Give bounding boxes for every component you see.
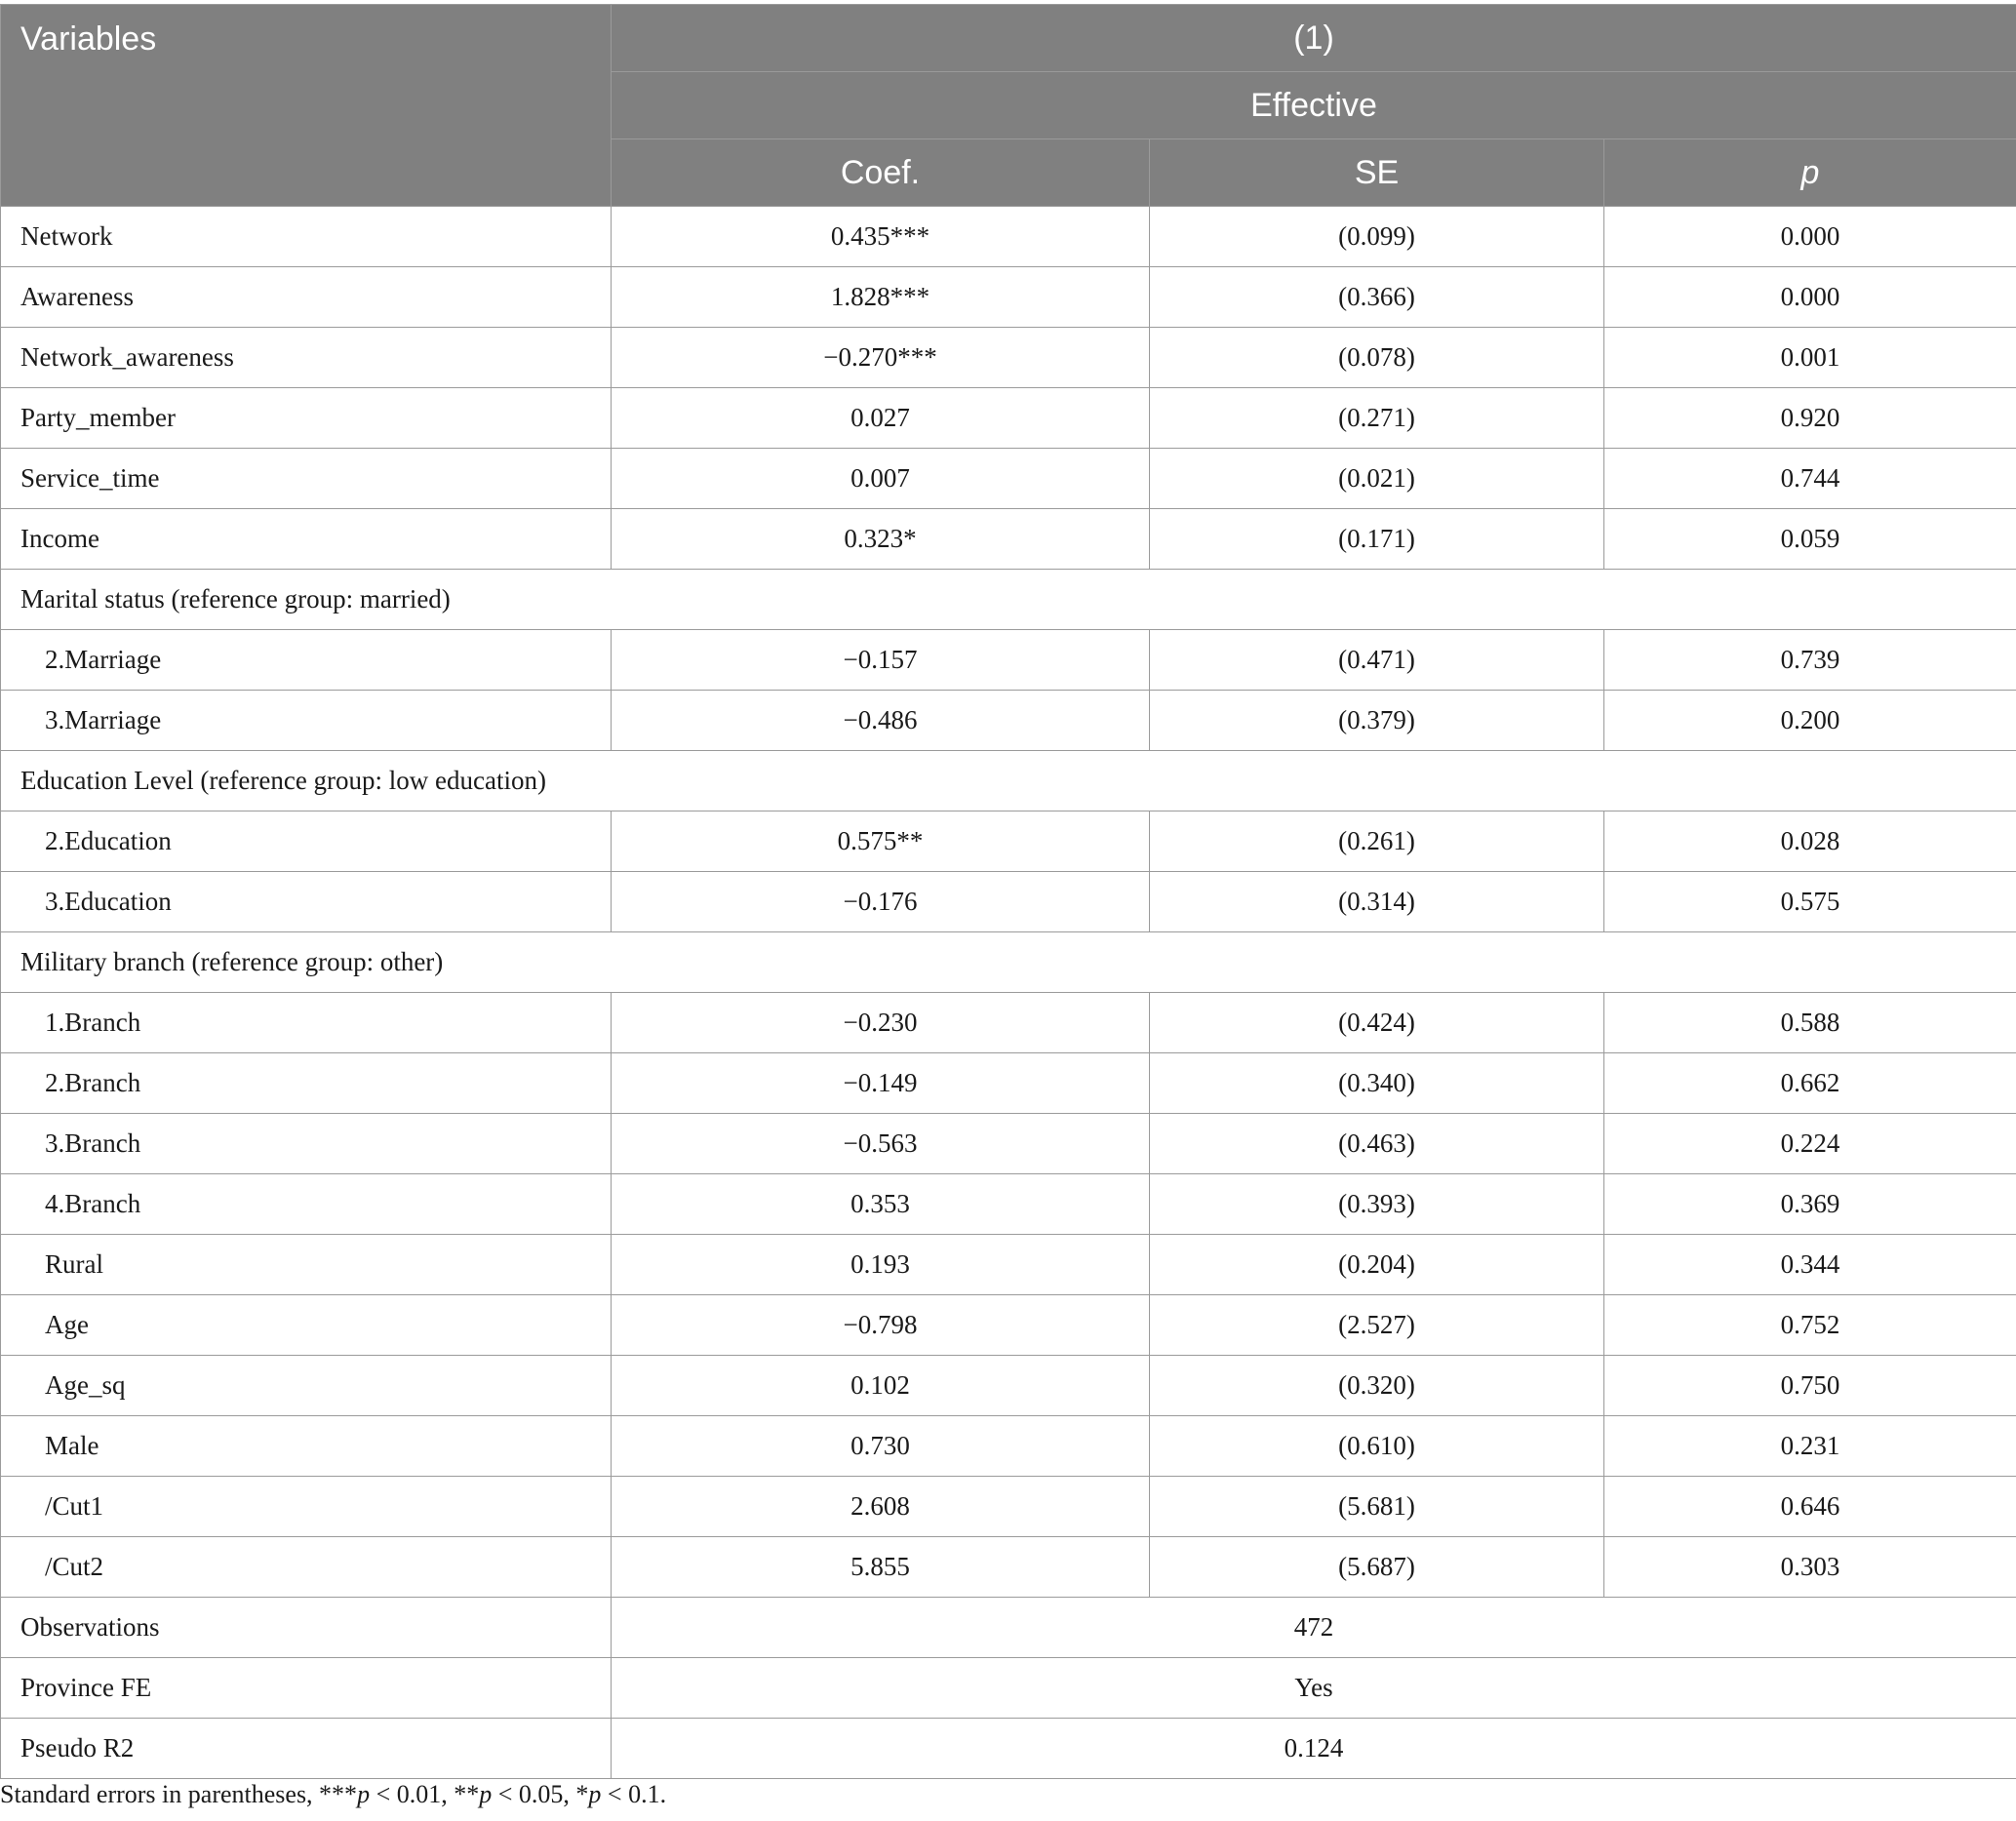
- se-cell: (0.204): [1150, 1235, 1604, 1295]
- table-row: [1, 1356, 2016, 1416]
- table-row: [1, 388, 2016, 449]
- se-cell: (5.681): [1150, 1477, 1604, 1537]
- coef-cell: 0.435***: [612, 207, 1150, 267]
- summary-row: [1, 1658, 2016, 1719]
- table-row: [1, 1295, 2016, 1356]
- table-row: [1, 449, 2016, 509]
- p-value-cell: 0.588: [1604, 993, 2016, 1053]
- table-row: [1, 509, 2016, 570]
- p-value-cell: 0.000: [1604, 207, 2016, 267]
- table-row: [1, 1235, 2016, 1295]
- coef-cell: −0.176: [612, 872, 1150, 932]
- section-row: [1, 751, 2016, 812]
- se-cell: (0.171): [1150, 509, 1604, 570]
- table-row: [1, 207, 2016, 267]
- table-row: [1, 691, 2016, 751]
- header-variables: Variables: [1, 5, 612, 207]
- coef-cell: 0.730: [612, 1416, 1150, 1477]
- footnote-p-symbol: p: [479, 1780, 493, 1808]
- p-value-cell: 0.200: [1604, 691, 2016, 751]
- p-value-cell: 0.303: [1604, 1537, 2016, 1598]
- se-cell: (0.271): [1150, 388, 1604, 449]
- se-cell: (0.366): [1150, 267, 1604, 328]
- p-value-cell: 0.752: [1604, 1295, 2016, 1356]
- table-row: [1, 267, 2016, 328]
- se-cell: (0.424): [1150, 993, 1604, 1053]
- coef-cell: −0.270***: [612, 328, 1150, 388]
- p-value-cell: 0.662: [1604, 1053, 2016, 1114]
- row-label: 1.Branch: [1, 993, 612, 1053]
- header-p: p: [1604, 139, 2016, 207]
- footnote-threshold-3: < 0.1.: [601, 1780, 667, 1808]
- se-cell: (0.340): [1150, 1053, 1604, 1114]
- p-value-cell: 0.369: [1604, 1174, 2016, 1235]
- footnote-p-symbol: p: [357, 1780, 371, 1808]
- se-cell: (0.379): [1150, 691, 1604, 751]
- table-row: [1, 328, 2016, 388]
- se-cell: (0.099): [1150, 207, 1604, 267]
- coef-cell: 0.027: [612, 388, 1150, 449]
- coef-cell: 2.608: [612, 1477, 1150, 1537]
- table-row: [1, 1053, 2016, 1114]
- se-cell: (0.078): [1150, 328, 1604, 388]
- p-value-cell: 0.646: [1604, 1477, 2016, 1537]
- table-row: [1, 1114, 2016, 1174]
- coef-cell: 1.828***: [612, 267, 1150, 328]
- row-label: Male: [1, 1416, 612, 1477]
- section-label: Military branch (reference group: other): [1, 932, 2016, 993]
- se-cell: (0.320): [1150, 1356, 1604, 1416]
- coef-cell: 0.575**: [612, 812, 1150, 872]
- row-label: /Cut2: [1, 1537, 612, 1598]
- coef-cell: −0.149: [612, 1053, 1150, 1114]
- row-label: 2.Education: [1, 812, 612, 872]
- row-label: Age_sq: [1, 1356, 612, 1416]
- se-cell: (0.610): [1150, 1416, 1604, 1477]
- row-label: Network: [1, 207, 612, 267]
- p-value-cell: 0.224: [1604, 1114, 2016, 1174]
- p-value-cell: 0.001: [1604, 328, 2016, 388]
- table-row: [1, 1537, 2016, 1598]
- header-model-number: (1): [612, 5, 2016, 72]
- p-value-cell: 0.739: [1604, 630, 2016, 691]
- coef-cell: −0.563: [612, 1114, 1150, 1174]
- se-cell: (0.261): [1150, 812, 1604, 872]
- footnote-threshold-2: < 0.05, *: [492, 1780, 589, 1808]
- row-label: /Cut1: [1, 1477, 612, 1537]
- table-body: [1, 207, 2016, 1779]
- summary-row: [1, 1598, 2016, 1658]
- header-dependent-variable: Effective: [612, 72, 2016, 139]
- row-label: Service_time: [1, 449, 612, 509]
- row-label: 4.Branch: [1, 1174, 612, 1235]
- coef-cell: 0.007: [612, 449, 1150, 509]
- header-row-model: [1, 5, 2016, 72]
- coef-cell: 0.102: [612, 1356, 1150, 1416]
- regression-table: [0, 4, 2016, 1779]
- row-label: Observations: [1, 1598, 612, 1658]
- coef-cell: 0.353: [612, 1174, 1150, 1235]
- row-label: 3.Branch: [1, 1114, 612, 1174]
- p-value-cell: 0.231: [1604, 1416, 2016, 1477]
- table-header: [1, 5, 2016, 207]
- regression-table-container: [0, 4, 2016, 1779]
- coef-cell: −0.798: [612, 1295, 1150, 1356]
- footnote-threshold-1: < 0.01, **: [370, 1780, 480, 1808]
- row-label: 2.Marriage: [1, 630, 612, 691]
- se-cell: (0.471): [1150, 630, 1604, 691]
- table-row: [1, 872, 2016, 932]
- coef-cell: 0.323*: [612, 509, 1150, 570]
- p-value-cell: 0.344: [1604, 1235, 2016, 1295]
- row-label: Age: [1, 1295, 612, 1356]
- footnote-prefix: Standard errors in parentheses, ***: [0, 1780, 358, 1808]
- row-label: 3.Education: [1, 872, 612, 932]
- p-value-cell: 0.000: [1604, 267, 2016, 328]
- row-label: Network_awareness: [1, 328, 612, 388]
- header-se: SE: [1150, 139, 1604, 207]
- p-value-cell: 0.750: [1604, 1356, 2016, 1416]
- table-row: [1, 1416, 2016, 1477]
- p-value-cell: 0.920: [1604, 388, 2016, 449]
- p-value-cell: 0.028: [1604, 812, 2016, 872]
- row-label: Awareness: [1, 267, 612, 328]
- se-cell: (5.687): [1150, 1537, 1604, 1598]
- p-value-cell: 0.744: [1604, 449, 2016, 509]
- se-cell: (2.527): [1150, 1295, 1604, 1356]
- coef-cell: 0.193: [612, 1235, 1150, 1295]
- table-row: [1, 993, 2016, 1053]
- row-label: Party_member: [1, 388, 612, 449]
- row-label: Rural: [1, 1235, 612, 1295]
- coef-cell: 5.855: [612, 1537, 1150, 1598]
- row-label: 3.Marriage: [1, 691, 612, 751]
- coef-cell: −0.486: [612, 691, 1150, 751]
- summary-row: [1, 1719, 2016, 1779]
- row-label: Income: [1, 509, 612, 570]
- table-row: [1, 812, 2016, 872]
- table-row: [1, 1174, 2016, 1235]
- coef-cell: −0.157: [612, 630, 1150, 691]
- p-value-cell: 0.575: [1604, 872, 2016, 932]
- section-row: [1, 932, 2016, 993]
- table-footnote: [0, 1780, 666, 1809]
- section-label: Marital status (reference group: married): [1, 570, 2016, 630]
- se-cell: (0.021): [1150, 449, 1604, 509]
- row-label: Pseudo R2: [1, 1719, 612, 1779]
- summary-value: 472: [612, 1598, 2016, 1658]
- section-label: Education Level (reference group: low education): [1, 751, 2016, 812]
- row-label: Province FE: [1, 1658, 612, 1719]
- summary-value: Yes: [612, 1658, 2016, 1719]
- coef-cell: −0.230: [612, 993, 1150, 1053]
- footnote-p-symbol: p: [588, 1780, 602, 1808]
- se-cell: (0.314): [1150, 872, 1604, 932]
- se-cell: (0.393): [1150, 1174, 1604, 1235]
- table-row: [1, 1477, 2016, 1537]
- table-row: [1, 630, 2016, 691]
- summary-value: 0.124: [612, 1719, 2016, 1779]
- p-value-cell: 0.059: [1604, 509, 2016, 570]
- se-cell: (0.463): [1150, 1114, 1604, 1174]
- section-row: [1, 570, 2016, 630]
- header-coef: Coef.: [612, 139, 1150, 207]
- row-label: 2.Branch: [1, 1053, 612, 1114]
